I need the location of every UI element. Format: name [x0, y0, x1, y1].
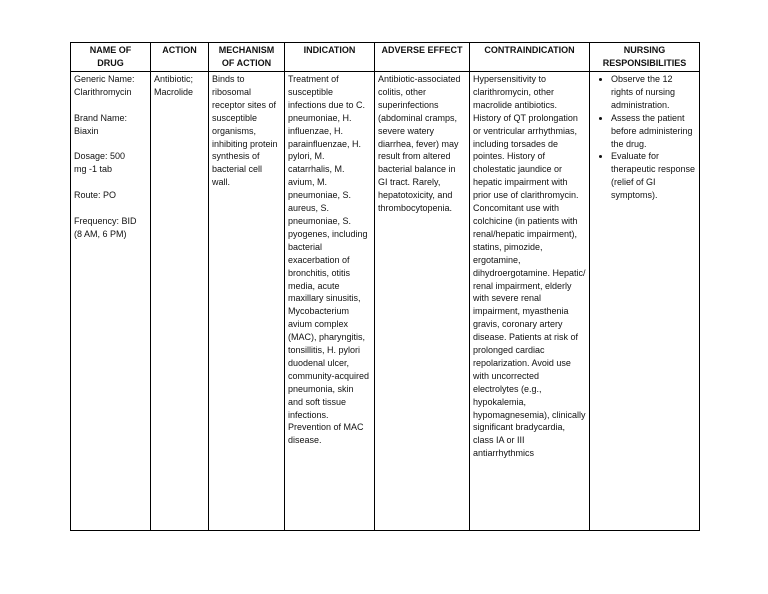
adverse-effect-text: Antibiotic-associated colitis, other superinfections (abdominal cramps, severe watery diarrhea, fever) may result from altered bacterial balance in GI tract. Rarely, hepatotoxicity, and thrombocytopenia. [378, 74, 461, 214]
cell-name-of-drug [71, 72, 151, 531]
header-action: ACTION [151, 43, 209, 72]
header-contraindication: CONTRAINDICATION [470, 43, 590, 72]
drug-study-table [70, 42, 700, 531]
cell-mechanism [209, 72, 285, 531]
cell-adverse-effect [375, 72, 470, 531]
generic-name-value: Clarithromycin [74, 86, 132, 97]
drug-row [71, 72, 700, 531]
header-adverse-effect: ADVERSE EFFECT [375, 43, 470, 72]
cell-nursing-responsibilities [590, 72, 700, 531]
dosage-value: mg -1 tab [74, 164, 113, 175]
cell-indication [285, 72, 375, 531]
nursing-item: • Assess the patient before administering the drug. [611, 112, 696, 151]
cell-contraindication [470, 72, 590, 531]
header-mechanism: MECHANISM OF ACTION [209, 43, 285, 72]
contraindication-text: Hypersensitivity to clarithromycin, other macrolide antibiotics. History of QT prolongation or ventricular arrhythmias, including torsades de pointes. History of cholestatic jaundice or hepatic impairment with prior use of clarithromycin. Concomitant use with colchicine (in patients with renal/hepatic impairment), statins, pimozide, ergotamine, dihydroergotamine. Hepatic/ renal impairment, elderly with severe renal impairment, myasthenia gravis, coronary artery disease. Patients at risk of prolonged cardiac repolarization. Avoid use with uncorrected electrolytes (e.g., hypokalemia, hypomagnesemia), clinically significant bradycardia, class IA or III antiarrhythmics [473, 74, 586, 459]
frequency-label: Frequency: BID [74, 215, 137, 226]
cell-action [151, 72, 209, 531]
header-indication: INDICATION [285, 43, 375, 72]
frequency-value: (8 AM, 6 PM) [74, 228, 127, 239]
nursing-list [593, 73, 696, 202]
header-name-of-drug: NAME OF DRUG [71, 43, 151, 72]
nursing-item: • Observe the 12 rights of nursing administration. [611, 73, 696, 112]
indication-text: Treatment of susceptible infections due to C. pneumoniae, H. influenzae, H. parainfluenzae, H. pylori, M. catarrhalis, M. avium, M. pneumoniae, S. aureus, S. pneumoniae, S. pyogenes, including bacterial exacerbation of bronchitis, otitis media, acute maxillary sinusitis, Mycobacterium avium complex (MAC), pharyngitis, tonsillitis, H. pylori duodenal ulcer, community-acquired pneumonia, skin and soft tissue infections. Prevention of MAC disease. [288, 74, 370, 446]
generic-name-label: Generic Name: [74, 74, 135, 84]
brand-name-label: Brand Name: [74, 112, 128, 123]
route-text: Route: PO [74, 190, 117, 201]
header-row [71, 43, 700, 72]
brand-name-value: Biaxin [74, 125, 99, 136]
nursing-item: • Evaluate for therapeutic response (relief of GI symptoms). [611, 150, 696, 202]
header-nursing-responsibilities: NURSING RESPONSIBILITIES [590, 43, 700, 72]
mechanism-text: Binds to ribosomal receptor sites of susceptible organisms, inhibiting protein synthesis of bacterial cell wall. [212, 74, 278, 188]
action-text: Antibiotic; Macrolide [154, 74, 194, 97]
dosage-label: Dosage: 500 [74, 151, 126, 162]
